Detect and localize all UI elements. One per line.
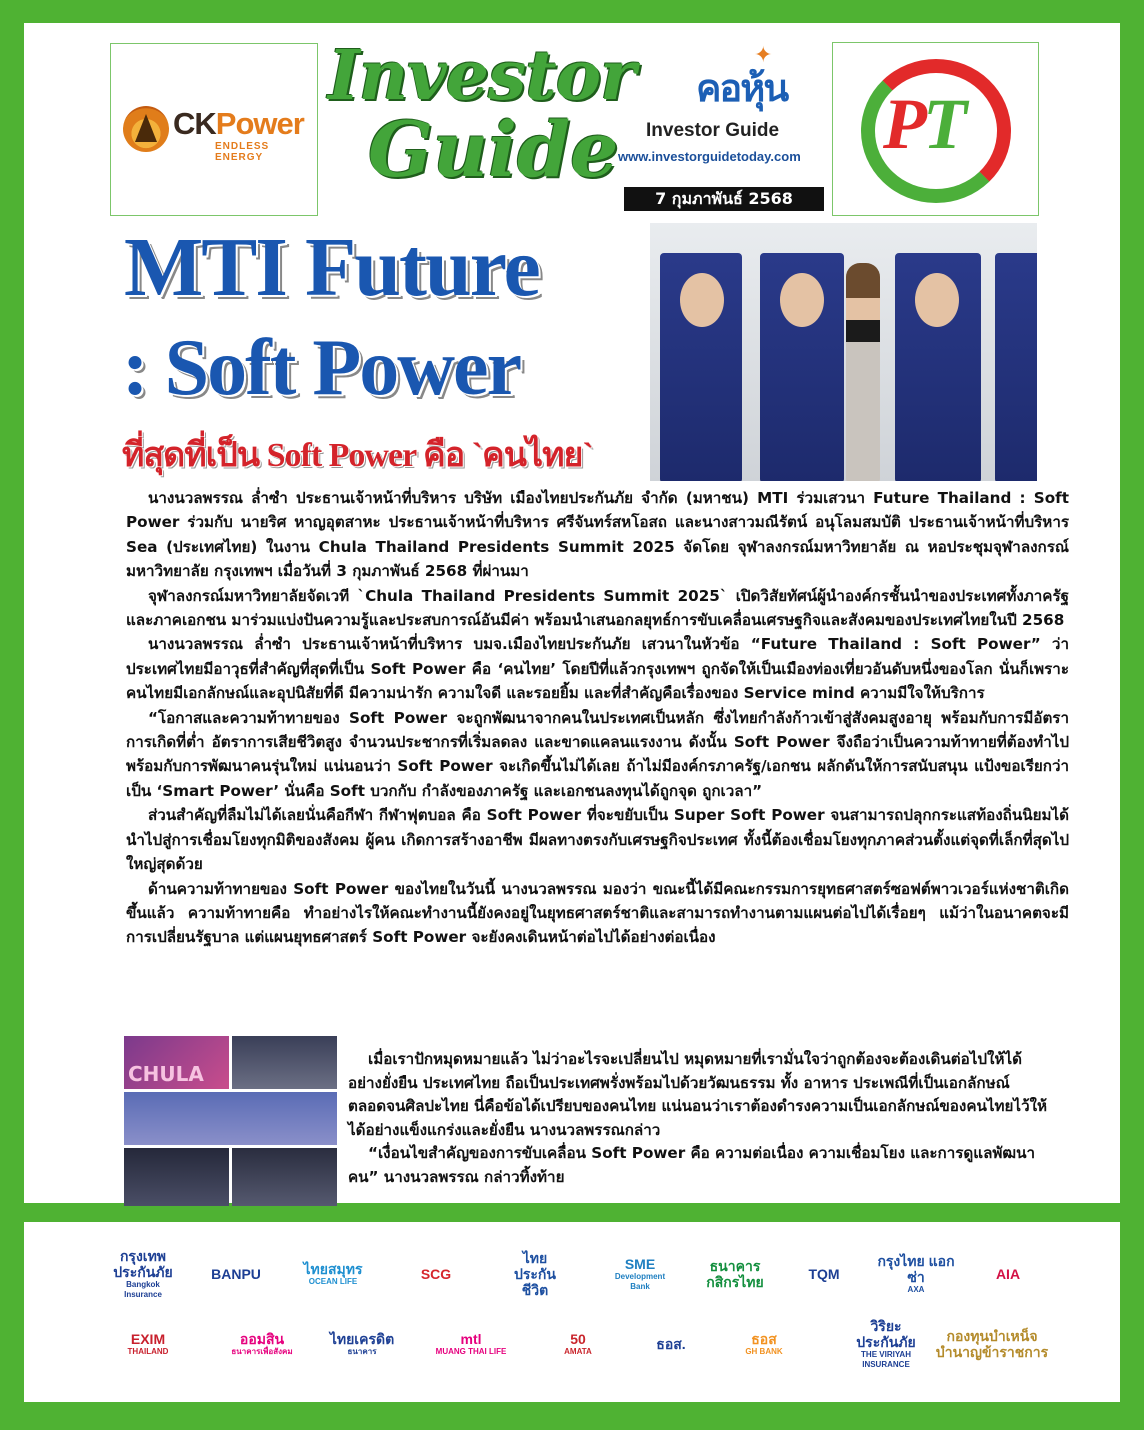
- sponsor-logo: [850, 1312, 922, 1376]
- sponsor-logo: [194, 1242, 278, 1306]
- sponsor-subtitle: GH BANK: [745, 1347, 783, 1356]
- sponsor-subtitle: OCEAN LIFE: [308, 1277, 358, 1286]
- event-photo-collage: [124, 1036, 338, 1206]
- portrait-face: [780, 273, 824, 327]
- sponsor-name: วิริยะประกันภัย: [856, 1318, 916, 1350]
- paragraph: ด้านความท้าทายของ Soft Power ของไทยในวันนี้ นางนวลพรรณ มองว่า ขณะนี้ได้มีคณะกรรมการยุทธศาสตร์ซอฟต์พาวเวอร์แห่งชาติเกิดขึ้นแล้ว ความท้าทายคือ ทำอย่างไรให้คณะทำงานนี้ยังคงอยู่ในยุทธศาสตร์ชาติและสามารถทำงานตามแผนต่อไปได้เรื่อยๆ แม้ว่าในอนาคตจะมีการเปลี่ยนรัฐบาล แต่แผนยุทธศาสตร์ Soft Power จะยังคงเดินหน้าต่อไปได้อย่างต่อเนื่อง: [126, 879, 1069, 947]
- sponsor-subtitle: THE VIRIYAH INSURANCE: [861, 1350, 911, 1369]
- sponsor-logo: [298, 1242, 368, 1306]
- sponsor-logo: [974, 1242, 1042, 1306]
- kohun-wordmark: คอหุ้น: [696, 68, 788, 110]
- sponsor-subtitle: ธนาคารเพื่อสังคม: [231, 1347, 293, 1356]
- sponsor-name: SCG: [420, 1266, 452, 1282]
- sponsor-subtitle: Bangkok Insurance: [124, 1280, 162, 1299]
- sponsor-name: ไทยประกันชีวิต: [514, 1250, 556, 1298]
- brand-label: Investor Guide: [646, 120, 780, 141]
- sponsor-logo: [784, 1242, 864, 1306]
- sponsor-logo: [934, 1312, 1050, 1376]
- paragraph: จุฬาลงกรณ์มหาวิทยาลัยจัดเวที `Chula Thailand Presidents Summit 2025` เปิดวิสัยทัศน์ผู้นำองค์กรชั้นนำของประเทศทั้งภาครัฐและภาคเอกชน มาร่วมแบ่งปันความรู้และประสบการณ์อันมีค่า พร้อมนำเสนอกลยุทธ์การขับเคลื่อนเศรษฐกิจและสังคมของประเทศไทยในปี 2568: [126, 586, 1069, 630]
- article-panel: [24, 23, 1120, 1203]
- collage-photo: [124, 1148, 229, 1206]
- sponsor-name: กรุงไทย แอกซ่า: [877, 1253, 955, 1285]
- summit-banner: [995, 253, 1037, 481]
- headline-subtitle: ที่สุดที่เป็น Soft Power คือ `คนไทย`: [122, 437, 593, 474]
- pt-wordmark: PT: [883, 84, 963, 164]
- sponsor-logo: [720, 1312, 808, 1376]
- collage-photo: [232, 1148, 337, 1206]
- ckpower-logo: [110, 43, 318, 216]
- masthead-line1: Investor: [328, 36, 635, 116]
- sponsor-logo: [108, 1312, 188, 1376]
- paragraph: “เงื่อนไขสำคัญของการขับเคลื่อน Soft Power คือ ความต่อเนื่อง ความเชื่อมโยง และการดูแลพัฒนาคน” นางนวลพรรณ กล่าวทิ้งท้าย: [348, 1144, 1036, 1186]
- sponsor-logo: [610, 1242, 670, 1306]
- sponsor-name: ออมสิน: [239, 1331, 285, 1347]
- paragraph: เมื่อเราปักหมุดหมายแล้ว ไม่ว่าอะไรจะเปลี่ยนไป หมุดหมายที่เรามั่นใจว่าถูกต้องจะต้องเดินต่อไปให้ได้อย่างยั่งยืน ประเทศไทย ถือเป็นประเทศพรั่งพร้อมไปด้วยวัฒนธรรม ทั้ง อาหาร ประเพณีที่เป็นเอกลักษณ์ ตลอดจนศิลปะไทย นี่คือข้อได้เปรียบของคนไทย แน่นอนว่าเราต้องดำรงความเป็นเอกลักษณ์ของคนไทยไว้ให้ได้อย่างแข็งแกร่งและยั่งยืน นางนวลพรรณกล่าว: [348, 1050, 1048, 1139]
- sponsor-logo: [874, 1242, 958, 1306]
- article-closing: [348, 1048, 1048, 1189]
- masthead-line2: Guide: [368, 105, 619, 194]
- collage-photo: [124, 1092, 337, 1145]
- sponsor-panel: [24, 1222, 1120, 1402]
- masthead: [328, 36, 635, 217]
- ckpower-tagline: ENDLESS ENERGY: [215, 141, 270, 163]
- sponsor-logo: [540, 1312, 616, 1376]
- sponsor-name: BANPU: [211, 1266, 261, 1282]
- collage-photo: CHULA: [124, 1036, 229, 1089]
- site-url: www.investorguidetoday.com: [618, 149, 801, 164]
- ckpower-sun-icon: [123, 106, 169, 152]
- sponsor-name: ไทยเครดิต: [329, 1331, 395, 1347]
- ckpower-name: CKPower: [173, 106, 304, 141]
- kohun-logo: [696, 43, 788, 113]
- sponsor-subtitle: AMATA: [564, 1347, 592, 1356]
- sponsor-name: ธนาคารกสิกรไทย: [706, 1258, 764, 1290]
- sponsor-name: mtl: [460, 1331, 482, 1347]
- sponsor-logo: [314, 1312, 410, 1376]
- sponsor-subtitle: THAILAND: [127, 1347, 169, 1356]
- sponsor-name: กรุงเทพประกันภัย: [113, 1248, 173, 1280]
- sponsor-logo: [108, 1242, 178, 1306]
- sponsor-subtitle: ธนาคาร: [347, 1347, 377, 1356]
- issue-date: 7 กุมภาพันธ์ 2568: [624, 187, 824, 211]
- paragraph: นางนวลพรรณ ล่ำซำ ประธานเจ้าหน้าที่บริหาร บมจ.เมืองไทยประกันภัย เสวนาในหัวข้อ “Future Thailand : Soft Power” ว่าประเทศไทยมีอาวุธที่สำคัญที่สุดที่เป็น Soft Power คือ ‘คนไทย’ โดยปีที่แล้วกรุงเทพฯ ถูกจัดให้เป็นเมืองท่องเที่ยวอันดับหนึ่งของโลก นั่นก็เพราะคนไทยมีเอกลักษณ์และอุปนิสัยที่ดี มีความน่ารัก ความใจดี และรอยยิ้ม และที่สำคัญคือเรื่องของ Service mind ความมีใจให้บริการ: [126, 635, 1069, 703]
- sponsor-name: ธอส: [751, 1331, 777, 1347]
- sponsor-name: กองทุนบำเหน็จบำนาญข้าราชการ: [935, 1328, 1049, 1360]
- headline-line1: MTI Future: [124, 221, 539, 314]
- sponsor-name: SME: [624, 1256, 656, 1272]
- sponsor-name: TQM: [808, 1266, 840, 1282]
- sponsor-subtitle: AXA: [907, 1285, 925, 1294]
- sponsor-logo: [502, 1242, 568, 1306]
- paragraph: “โอกาสและความท้าทายของ Soft Power จะถูกพัฒนาจากคนในประเทศเป็นหลัก ซึ่งไทยกำลังก้าวเข้าสู่สังคมสูงอายุ พร้อมกับการมีอัตราการเกิดที่ต่ำ อัตราการเสียชีวิตสูง จำนวนประชากรที่เริ่มลดลง และขาดแคลนแรงงาน ดังนั้น Soft Power จึงถือว่าเป็นความท้าทายที่ต้องทำไปพร้อมกับการพัฒนาคนรุ่นใหม่ แน่นอนว่า Soft Power จะเกิดขึ้นไม่ได้เลย ถ้าไม่มีองค์กรภาครัฐ/เอกชน ผลักดันให้การสนับสนุน แป้งขอเรียกว่าเป็น ‘Smart Power’ นั่นคือ Soft บวกกับ กำลังของภาครัฐ และเอกชนลงทุนได้ถูกจุด ถูกเวลา”: [126, 708, 1069, 800]
- headline-line2: : Soft Power: [122, 324, 521, 412]
- sponsor-logo: [642, 1312, 700, 1376]
- sponsor-logo: [384, 1242, 488, 1306]
- hero-photo: [650, 223, 1037, 481]
- article-body: [126, 486, 1069, 950]
- sponsor-name: EXIM: [130, 1331, 166, 1347]
- paragraph: ส่วนสำคัญที่ลืมไม่ได้เลยนั่นคือกีฬา กีฬาฟุตบอล คือ Soft Power ที่จะขยับเป็น Super Soft Power จนสามารถปลุกกระแสท้องถิ่นนิยมได้ นำไปสู่การเชื่อมโยงทุกมิติของสังคม ผู้คน เกิดการสร้างอาชีพ มีผลทางตรงกับเศรษฐกิจประเทศ ทั้งนี้ต้องเชื่อมโยงทุกภาคส่วนตั้งแต่จุดที่เล็กที่สุดไปใหญ่สุดด้วย: [126, 806, 1069, 874]
- sponsor-subtitle: MUANG THAI LIFE: [435, 1347, 507, 1356]
- portrait-face: [680, 273, 724, 327]
- sponsor-subtitle: Development Bank: [614, 1272, 666, 1291]
- star-icon: ✦: [754, 43, 773, 68]
- sponsor-logo: [706, 1242, 764, 1306]
- speaker-figure: [846, 263, 880, 481]
- pt-logo: [832, 42, 1039, 216]
- sponsor-name: 50: [570, 1331, 586, 1347]
- portrait-face: [915, 273, 959, 327]
- sponsor-name: ธอส.: [656, 1336, 686, 1352]
- sponsor-logo: [426, 1312, 516, 1376]
- sponsor-logo: [230, 1312, 294, 1376]
- paragraph: นางนวลพรรณ ล่ำซำ ประธานเจ้าหน้าที่บริหาร บริษัท เมืองไทยประกันภัย จำกัด (มหาชน) MTI ร่วมเสวนา Future Thailand : Soft Power ร่วมกับ นายริศ หาญอุตสาหะ ประธานเจ้าหน้าที่บริหาร ศรีจันทร์สหโอสถ และนางสาวมณีรัตน์ อนุโลมสมบัติ ประธานเจ้าหน้าที่บริหาร Sea (ประเทศไทย) ในงาน Chula Thailand Presidents Summit 2025 จัดโดย จุฬาลงกรณ์มหาวิทยาลัย ณ หอประชุมจุฬาลงกรณ์มหาวิทยาลัย กรุงเทพฯ เมื่อวันที่ 3 กุมภาพันธ์ 2568 ที่ผ่านมา: [126, 489, 1069, 581]
- sponsor-name: AIA: [995, 1266, 1021, 1282]
- collage-photo: [232, 1036, 337, 1089]
- sponsor-name: ไทยสมุทร: [303, 1261, 363, 1277]
